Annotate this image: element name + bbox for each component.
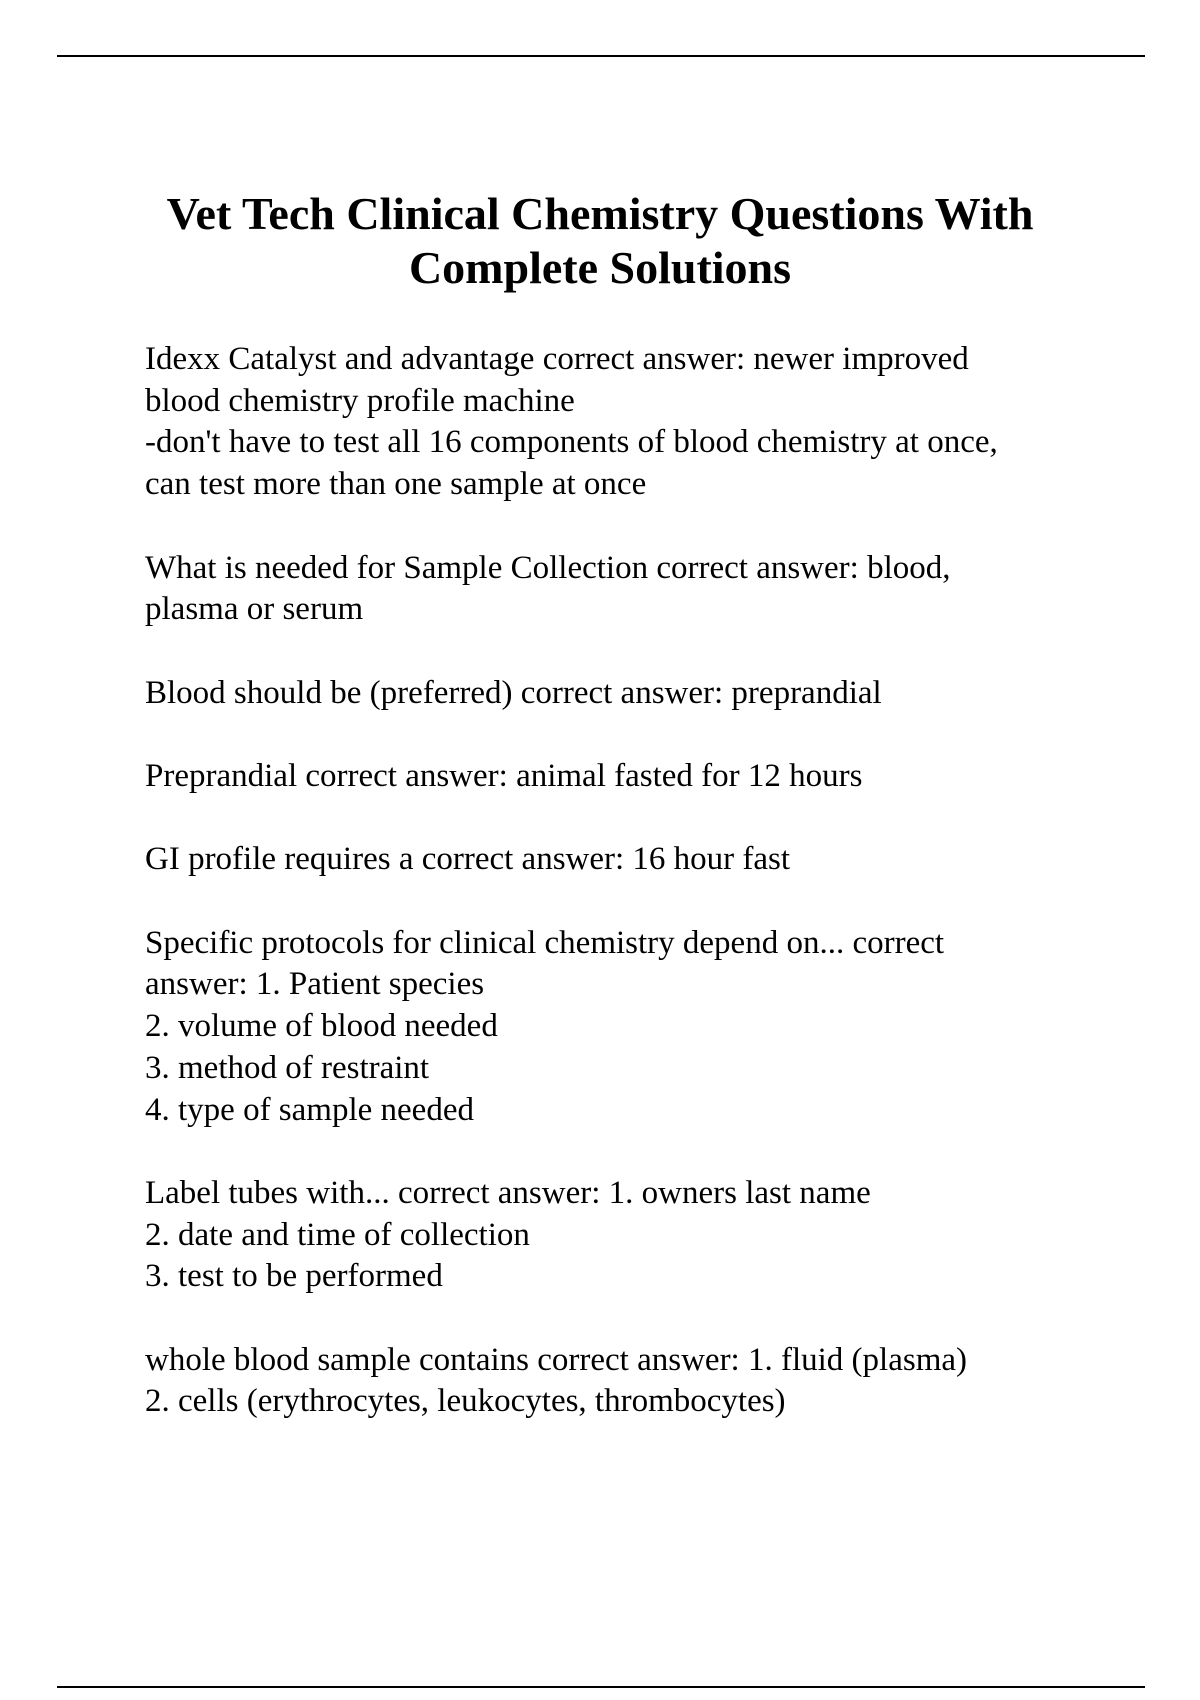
qa-line: Blood should be (preferred) correct answer: preprandial <box>145 674 882 711</box>
qa-entry-specific-protocols <box>145 923 1145 1132</box>
qa-entry-whole-blood <box>145 1340 1145 1423</box>
qa-line: plasma or serum <box>145 591 364 628</box>
qa-entry-blood-preferred <box>145 673 1145 715</box>
title-line: Complete Solutions <box>408 242 792 293</box>
qa-line: Preprandial correct answer: animal fasted for 12 hours <box>145 757 863 794</box>
top-divider <box>57 55 1145 57</box>
qa-entry-preprandial <box>145 756 1145 798</box>
qa-line: 4. type of sample needed <box>145 1091 474 1128</box>
qa-line: Idexx Catalyst and advantage correct answer: newer improved <box>145 341 969 377</box>
qa-list <box>145 339 1145 1465</box>
qa-line: 3. test to be performed <box>145 1258 443 1295</box>
qa-line: whole blood sample contains correct answer: 1. fluid (plasma) <box>145 1341 968 1378</box>
qa-line: 2. cells (erythrocytes, leukocytes, thrombocytes) <box>145 1383 786 1420</box>
qa-line: answer: 1. Patient species <box>145 966 485 1003</box>
qa-entry-label-tubes <box>145 1173 1145 1298</box>
bottom-divider <box>57 1686 1145 1688</box>
qa-line: What is needed for Sample Collection correct answer: blood, <box>145 549 951 586</box>
qa-line: 2. date and time of collection <box>145 1216 530 1253</box>
qa-entry-idexx-catalyst <box>145 339 1145 506</box>
qa-line: 3. method of restraint <box>145 1049 430 1086</box>
qa-line: Label tubes with... correct answer: 1. owners last name <box>145 1174 871 1211</box>
qa-line: blood chemistry profile machine <box>145 382 575 419</box>
qa-entry-sample-collection <box>145 548 1145 631</box>
page-title <box>100 187 1100 295</box>
title-line: Vet Tech Clinical Chemistry Questions With <box>166 188 1034 239</box>
qa-line: 2. volume of blood needed <box>145 1008 498 1045</box>
qa-entry-gi-profile <box>145 839 1145 881</box>
qa-line: can test more than one sample at once <box>145 466 647 503</box>
qa-line: GI profile requires a correct answer: 16 hour fast <box>145 841 791 878</box>
qa-line: -don't have to test all 16 components of blood chemistry at once, <box>145 424 998 461</box>
qa-line: Specific protocols for clinical chemistry depend on... correct <box>145 924 945 961</box>
